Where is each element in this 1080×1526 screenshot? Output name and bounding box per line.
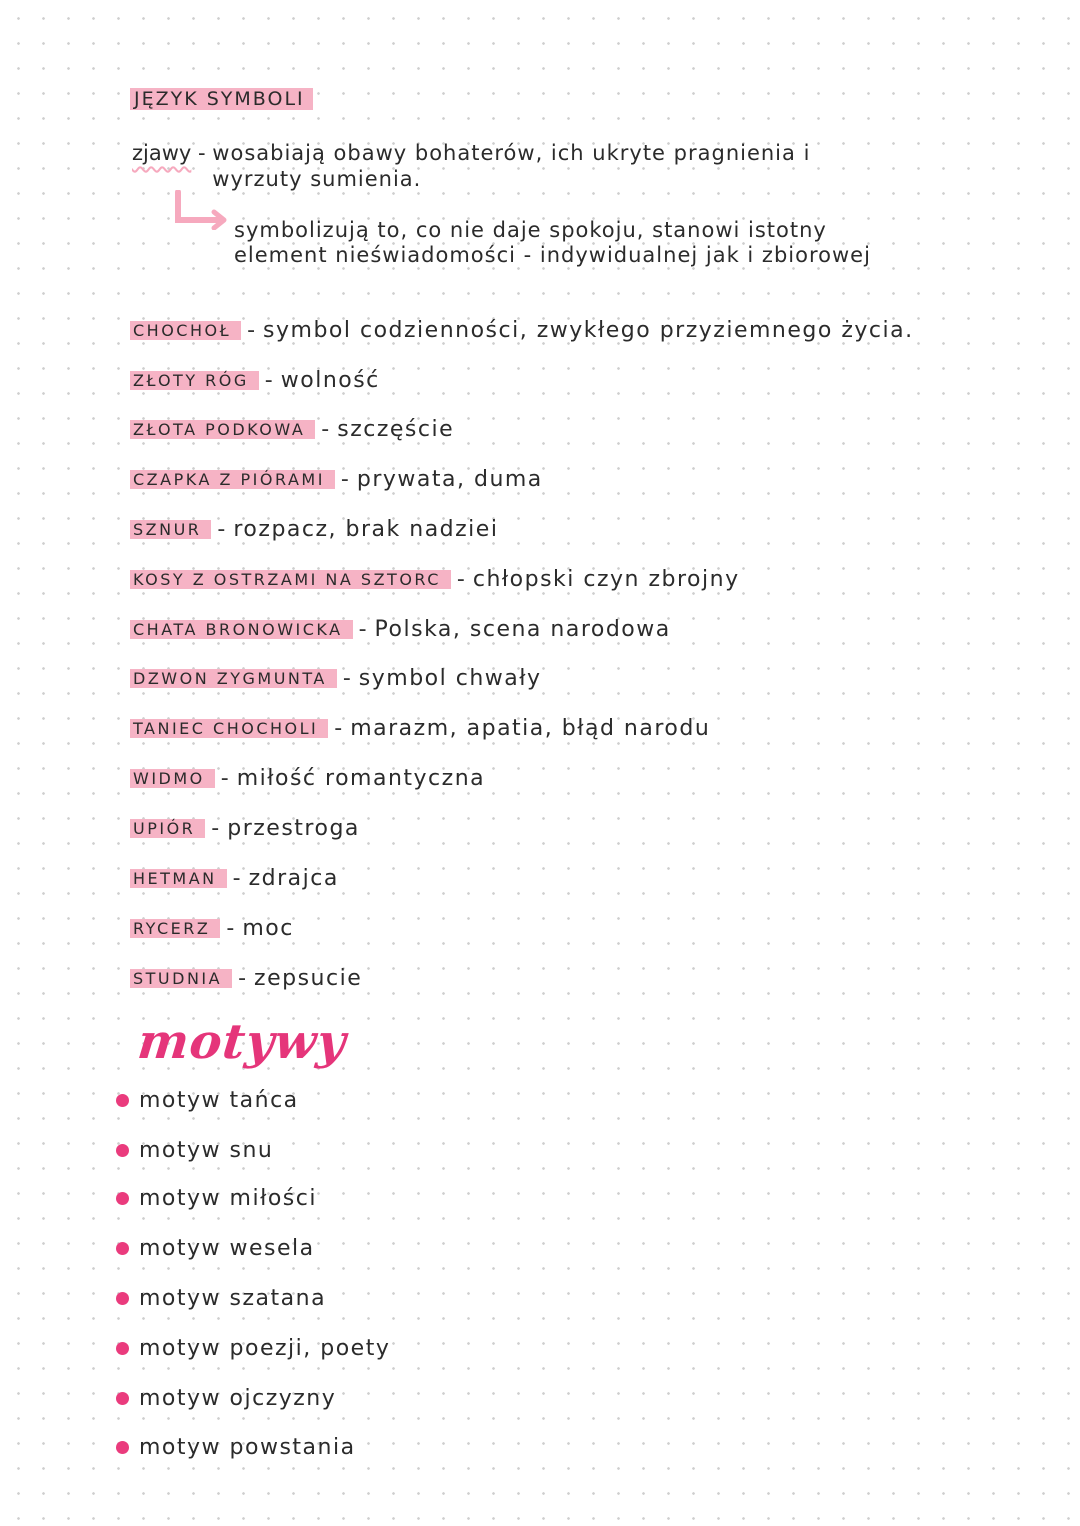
- symbol-term: SZNUR: [130, 517, 211, 542]
- bullet-icon: [116, 1292, 129, 1305]
- symbol-meaning: Polska, scena narodowa: [374, 616, 671, 642]
- symbol-row: [130, 812, 360, 844]
- zjawy-note: symbolizują to, co nie daje spokoju, stanowi istotny element nieświadomości - indywidualnej jak i zbiorowej: [234, 218, 871, 267]
- motif-item: [116, 1432, 356, 1462]
- symbol-row: [130, 712, 710, 744]
- symbol-term: ZŁOTA PODKOWA: [130, 417, 315, 442]
- motif-label: motyw szatana: [139, 1285, 327, 1311]
- symbol-term: TANIEC CHOCHOLI: [130, 716, 328, 741]
- dash: -: [264, 367, 273, 393]
- symbol-meaning: zepsucie: [254, 965, 363, 991]
- symbol-meaning: symbol chwały: [358, 665, 542, 691]
- symbol-row: [130, 962, 362, 994]
- motif-item: [116, 1383, 336, 1413]
- symbol-row: [130, 513, 498, 545]
- motif-item: [116, 1283, 326, 1313]
- motif-label: motyw wesela: [139, 1235, 315, 1261]
- symbol-term: CHOCHOŁ: [130, 318, 241, 343]
- bullet-icon: [116, 1144, 129, 1157]
- dash: -: [247, 317, 256, 343]
- dash: -: [334, 715, 343, 741]
- symbol-row: [130, 762, 485, 794]
- dash: -: [321, 416, 330, 442]
- motif-item: [116, 1183, 317, 1213]
- symbol-meaning: moc: [242, 915, 294, 941]
- symbol-term: CHATA BRONOWICKA: [130, 617, 353, 642]
- dash: -: [456, 566, 465, 592]
- motif-item: [116, 1333, 390, 1363]
- motif-label: motyw poezji, poety: [139, 1335, 391, 1361]
- symbol-meaning: wolność: [280, 367, 380, 393]
- symbol-meaning: symbol codzienności, zwykłego przyziemnego życia.: [263, 317, 914, 343]
- symbol-meaning: marazm, apatia, błąd narodu: [350, 715, 711, 741]
- motif-item: [116, 1135, 273, 1165]
- motif-item: [116, 1085, 299, 1115]
- motif-label: motyw miłości: [139, 1185, 317, 1211]
- symbol-row: [130, 463, 543, 495]
- dash: -: [238, 965, 247, 991]
- symbol-term: ZŁOTY RÓG: [130, 368, 259, 393]
- symbol-row: [130, 364, 380, 396]
- zjawy-dash: -: [198, 141, 213, 165]
- arrow-icon: [170, 190, 230, 230]
- motifs-title: motywy: [135, 1014, 350, 1070]
- bullet-icon: [116, 1441, 129, 1454]
- zjawy-entry: [132, 140, 952, 192]
- page-heading: JĘZYK SYMBOLI: [130, 86, 313, 112]
- symbol-meaning: chłopski czyn zbrojny: [472, 566, 740, 592]
- dash: -: [226, 915, 235, 941]
- dash: -: [340, 466, 349, 492]
- bullet-icon: [116, 1242, 129, 1255]
- symbol-row: [130, 314, 914, 346]
- symbol-term: CZAPKA Z PIÓRAMI: [130, 467, 335, 492]
- symbol-meaning: szczęście: [337, 416, 455, 442]
- symbol-meaning: przestroga: [227, 815, 360, 841]
- motif-label: motyw tańca: [139, 1087, 299, 1113]
- dash: -: [211, 815, 220, 841]
- dash: -: [232, 865, 241, 891]
- symbol-term: KOSY Z OSTRZAMI NA SZTORC: [130, 567, 451, 592]
- symbol-row: [130, 613, 671, 645]
- dash: -: [220, 765, 229, 791]
- symbol-row: [130, 912, 294, 944]
- symbol-term: RYCERZ: [130, 916, 220, 941]
- symbol-term: UPIÓR: [130, 816, 205, 841]
- symbol-meaning: zdrajca: [248, 865, 339, 891]
- dash: -: [342, 665, 351, 691]
- symbol-term: DZWON ZYGMUNTA: [130, 666, 337, 691]
- symbol-row: [130, 563, 740, 595]
- zjawy-term: zjawy: [132, 141, 192, 165]
- dash: -: [217, 516, 226, 542]
- bullet-icon: [116, 1392, 129, 1405]
- zjawy-definition: wosabiają obawy bohaterów, ich ukryte pragnienia i wyrzuty sumienia.: [212, 141, 811, 191]
- motif-label: motyw powstania: [139, 1434, 356, 1460]
- symbol-term: STUDNIA: [130, 966, 232, 991]
- bullet-icon: [116, 1094, 129, 1107]
- motif-label: motyw ojczyzny: [139, 1385, 337, 1411]
- symbol-meaning: miłość romantyczna: [236, 765, 486, 791]
- motif-label: motyw snu: [139, 1137, 274, 1163]
- symbol-meaning: rozpacz, brak nadziei: [233, 516, 499, 542]
- symbol-meaning: prywata, duma: [356, 466, 543, 492]
- symbol-term: HETMAN: [130, 866, 227, 891]
- bullet-icon: [116, 1192, 129, 1205]
- bullet-icon: [116, 1342, 129, 1355]
- dash: -: [358, 616, 367, 642]
- motif-item: [116, 1233, 315, 1263]
- symbol-row: [130, 413, 454, 445]
- symbol-row: [130, 662, 542, 694]
- symbol-term: WIDMO: [130, 766, 215, 791]
- symbol-row: [130, 862, 339, 894]
